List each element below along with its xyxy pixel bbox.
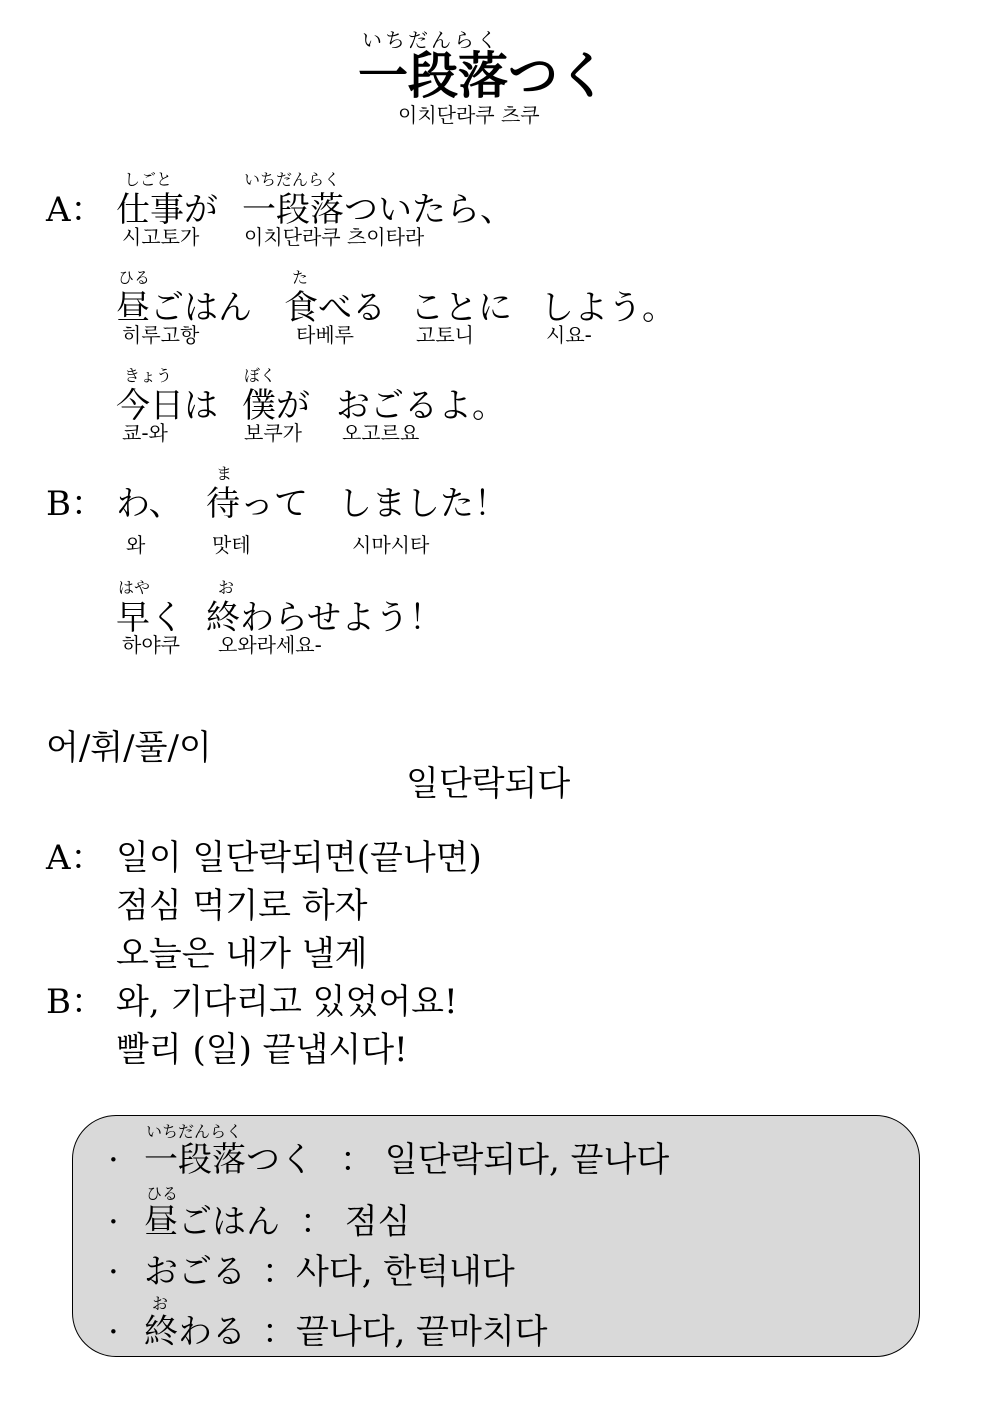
speaker-b-label: B： bbox=[46, 484, 105, 524]
translation-line: 점심 먹기로 하자 bbox=[116, 886, 368, 926]
title-ruby: いちだんらく bbox=[362, 28, 500, 52]
ruby: きょう bbox=[124, 366, 173, 385]
ko-reading: 보쿠가 bbox=[244, 421, 302, 445]
ruby: ま bbox=[216, 464, 233, 483]
jp-word: わ、 bbox=[116, 484, 183, 524]
vocab-term: 昼ごはん bbox=[144, 1202, 280, 1242]
ruby: しごと bbox=[124, 170, 173, 189]
bullet: · bbox=[108, 1252, 119, 1292]
jp-word: 僕が bbox=[242, 386, 310, 426]
title-reading: 이치단라쿠 츠쿠 bbox=[398, 103, 540, 127]
translation-b-label: B： bbox=[46, 982, 105, 1022]
jp-word: 終わらせよう！ bbox=[206, 598, 443, 638]
jp-word: 待って bbox=[206, 484, 308, 524]
vocab-meaning: ：사다, 한턱내다 bbox=[262, 1252, 515, 1292]
translation-line: 빨리 (일) 끝냅시다! bbox=[116, 1030, 408, 1070]
vocab-term: 一段落つく bbox=[144, 1140, 314, 1180]
translation-line: 오늘은 내가 낼게 bbox=[116, 934, 368, 974]
jp-word: しました！ bbox=[338, 484, 508, 524]
jp-word: ことに bbox=[410, 288, 512, 328]
jp-word: 一段落ついたら、 bbox=[242, 190, 514, 230]
jp-word: 早く bbox=[116, 598, 184, 638]
translation-a-label: A： bbox=[46, 838, 105, 878]
bullet: · bbox=[108, 1312, 119, 1352]
ruby: いちだんらく bbox=[146, 1122, 243, 1141]
vocab-heading: 어/휘/풀/이 bbox=[46, 728, 212, 768]
speaker-a-label: A： bbox=[46, 190, 105, 230]
vocab-term: 終わる bbox=[144, 1312, 246, 1352]
jp-word: 食べる bbox=[284, 288, 386, 328]
ruby: お bbox=[218, 578, 235, 597]
jp-word: しよう。 bbox=[540, 288, 676, 328]
ruby: た bbox=[292, 268, 309, 287]
ko-reading: 오고르요 bbox=[342, 421, 420, 445]
ko-reading: 맛테 bbox=[212, 533, 251, 557]
ruby: ぼく bbox=[244, 366, 277, 385]
jp-word: 今日は bbox=[116, 386, 218, 426]
translation-line: 일이 일단락되면(끝나면) bbox=[116, 838, 482, 878]
jp-word: おごるよ。 bbox=[336, 386, 506, 426]
ko-reading: 시마시타 bbox=[352, 533, 430, 557]
ko-reading: 히루고항 bbox=[122, 323, 200, 347]
ko-reading: 오와라세요- bbox=[218, 633, 322, 657]
jp-word: 仕事が bbox=[116, 190, 218, 230]
ko-reading: 이치단라쿠 츠이타라 bbox=[244, 225, 425, 249]
ko-reading: 와 bbox=[126, 533, 146, 557]
vocab-meaning: ：끝나다, 끝마치다 bbox=[262, 1312, 548, 1352]
translation-heading: 일단락되다 bbox=[406, 764, 571, 804]
ruby: いちだんらく bbox=[244, 170, 341, 189]
page-title: 一段落つく bbox=[358, 46, 608, 105]
vocab-meaning: ： 일단락되다, 끝나다 bbox=[340, 1140, 670, 1180]
vocab-meaning: ： 점심 bbox=[300, 1202, 411, 1242]
ko-reading: 시요- bbox=[546, 323, 592, 347]
ruby: ひる bbox=[118, 268, 151, 287]
ruby: ひる bbox=[146, 1184, 179, 1203]
jp-word: 昼ごはん bbox=[116, 288, 252, 328]
ko-reading: 타베루 bbox=[296, 323, 354, 347]
ko-reading: 하야쿠 bbox=[122, 633, 180, 657]
ko-reading: 고토니 bbox=[416, 323, 474, 347]
ruby: お bbox=[152, 1294, 169, 1313]
bullet: · bbox=[108, 1140, 119, 1180]
ruby: はや bbox=[118, 578, 151, 597]
ko-reading: 쿄-와 bbox=[122, 421, 168, 445]
translation-line: 와, 기다리고 있었어요! bbox=[116, 982, 458, 1022]
bullet: · bbox=[108, 1202, 119, 1242]
ko-reading: 시고토가 bbox=[122, 225, 200, 249]
vocab-term: おごる bbox=[144, 1252, 246, 1292]
